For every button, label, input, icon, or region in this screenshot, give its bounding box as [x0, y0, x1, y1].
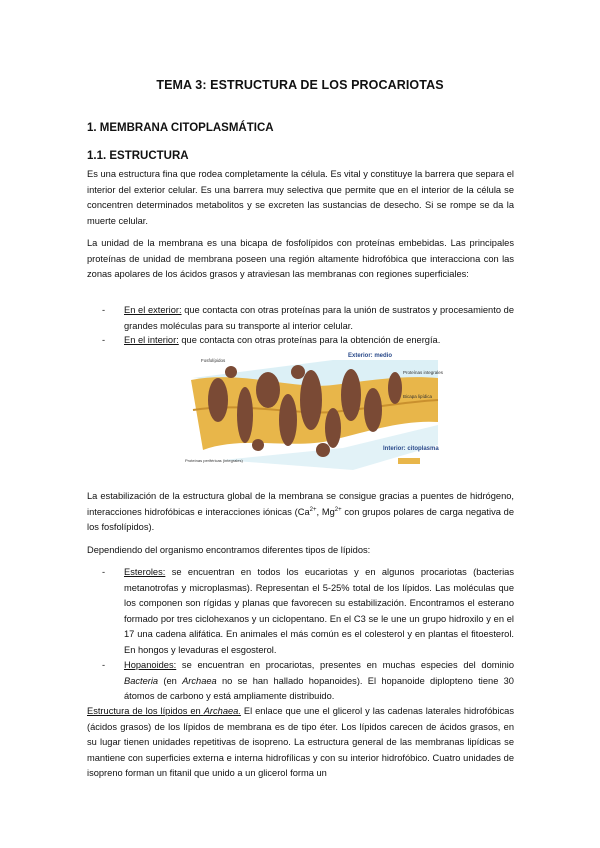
paragraph-bilayer: La unidad de la membrana es una bicapa de fosfolípidos con proteínas embebidas. Las principales proteínas de unidad de membrana poseen una región altamente hidrofóbica que interacciona con las zonas apolares de los ácidos grasos y atraviesan las membranas con regiones superficiales:	[87, 238, 514, 280]
figure-label-interior: Interior: citoplasma	[383, 446, 439, 452]
bullet-marker: -	[102, 335, 106, 345]
protein	[256, 372, 280, 408]
bullet-exterior	[124, 303, 514, 334]
text-span: con grupos polares de carga negativa de los fosfolípidos).	[87, 506, 514, 533]
paragraph-label: Estructura de los lípidos en	[87, 706, 204, 716]
text-span: La estabilización de la estructura global de la membrana se consigue gracias a puentes de hidrógeno, interacciones hidrofóbicas e interacciones iónicas (Ca	[87, 491, 514, 517]
bullet-esteroles	[124, 565, 514, 659]
superscript: 2+	[309, 506, 317, 513]
bullet-marker: -	[102, 305, 106, 315]
membrane-figure	[183, 350, 443, 475]
protein	[252, 439, 264, 451]
paragraph-label-italic: Archaea.	[203, 706, 241, 716]
italic-text: Archaea	[182, 675, 217, 686]
italic-text: Bacteria	[124, 675, 159, 686]
bullet-text: no se han hallado hopanoides). El hopanoide diplopteno tiene 30 átomos de carbono y está ampliamente distribuido.	[124, 675, 514, 702]
figure-label-phospholipids: Fosfolípidos	[201, 358, 226, 363]
bullet-marker: -	[102, 567, 106, 577]
bullet-text: que contacta con otras proteínas para la obtención de energía.	[178, 335, 441, 345]
legend-swatch	[398, 458, 420, 464]
protein	[364, 388, 382, 432]
figure-label-proteins: Proteínas integrales	[403, 370, 443, 375]
bullet-marker: -	[102, 660, 106, 670]
bullet-interior	[124, 333, 514, 349]
protein	[225, 366, 237, 378]
bullet-label: Hopanoides:	[124, 660, 177, 670]
superscript: 2+	[334, 506, 342, 513]
protein	[208, 378, 228, 422]
bullet-text: se encuentran en todos los eucariotas y en algunos procariotas (bacterias metanotrofas y microplasmas). Representan el 5-25% total de los lípidos. Las moléculas que los componen son rígidas y planas que favorecen su estabilización. Encontramos el esterano formado por tres ciclohexanos y un ciclopentano. En el C3 se le une un grupo hidroxilo y en el 17 una cadena alifática. En animales el más común es el colesterol y en plantas el fitoesterol. En hongos y levaduras el esgosterol.	[124, 567, 514, 655]
protein	[316, 443, 330, 457]
figure-label-exterior: Exterior: medio	[348, 353, 393, 359]
bullet-text: se encuentran en procariotas, presentes en muchas especies del dominio	[176, 660, 514, 670]
text-span: , Mg	[316, 506, 335, 517]
protein	[237, 387, 253, 443]
subsection-heading: 1.1. ESTRUCTURA	[87, 150, 189, 162]
figure-label-peripheral: Proteínas periféricas (integrales)	[185, 458, 243, 463]
paragraph-intro: Es una estructura fina que rodea completamente la célula. Es vital y constituye la barrera que separa el interior del exterior celular. Es una barrera muy selectiva que permite que en el interior de la célula se concentren determinados metabolitos y se excreten las sustancias de desecho. Si se rompe se da la muerte celular.	[87, 169, 514, 226]
paragraph-lipid-types: Dependiendo del organismo encontramos diferentes tipos de lípidos:	[87, 545, 371, 555]
bullet-label: Esteroles:	[124, 567, 166, 577]
protein	[341, 369, 361, 421]
bullet-label: En el interior:	[124, 335, 179, 345]
protein	[300, 370, 322, 430]
protein	[291, 365, 305, 379]
paragraph-stabilization	[87, 489, 514, 536]
paragraph-archaea	[87, 704, 514, 782]
bullet-hopanoides	[124, 658, 514, 705]
page-title: TEMA 3: ESTRUCTURA DE LOS PROCARIOTAS	[156, 78, 444, 92]
bullet-text: (en	[158, 675, 183, 686]
section-heading: 1. MEMBRANA CITOPLASMÁTICA	[87, 122, 274, 134]
paragraph-text: El enlace que une el glicerol y las cadenas laterales hidrofóbicas (ácidos grasos) de los lípidos de membrana es de tipo éter. Los lípidos carecen de ácidos grasos, en su lugar tienen unidades repetitivas de isopreno. La estructura general de las membranas lipídicas se mantiene con superficies externa e interna hidrofílicas y con su interior hidrofóbico. Cuatro unidades de isopreno forman un fitanil que unido a un glicerol forma un	[87, 706, 514, 779]
figure-label-bilayer: Bicapa lipídica	[403, 394, 433, 399]
protein	[388, 372, 402, 404]
bullet-label: En el exterior:	[124, 305, 182, 315]
protein	[279, 394, 297, 446]
protein	[325, 408, 341, 448]
bullet-text: que contacta con otras proteínas para la unión de sustratos y procesamiento de grandes moléculas para su transporte al interior celular.	[124, 305, 514, 331]
